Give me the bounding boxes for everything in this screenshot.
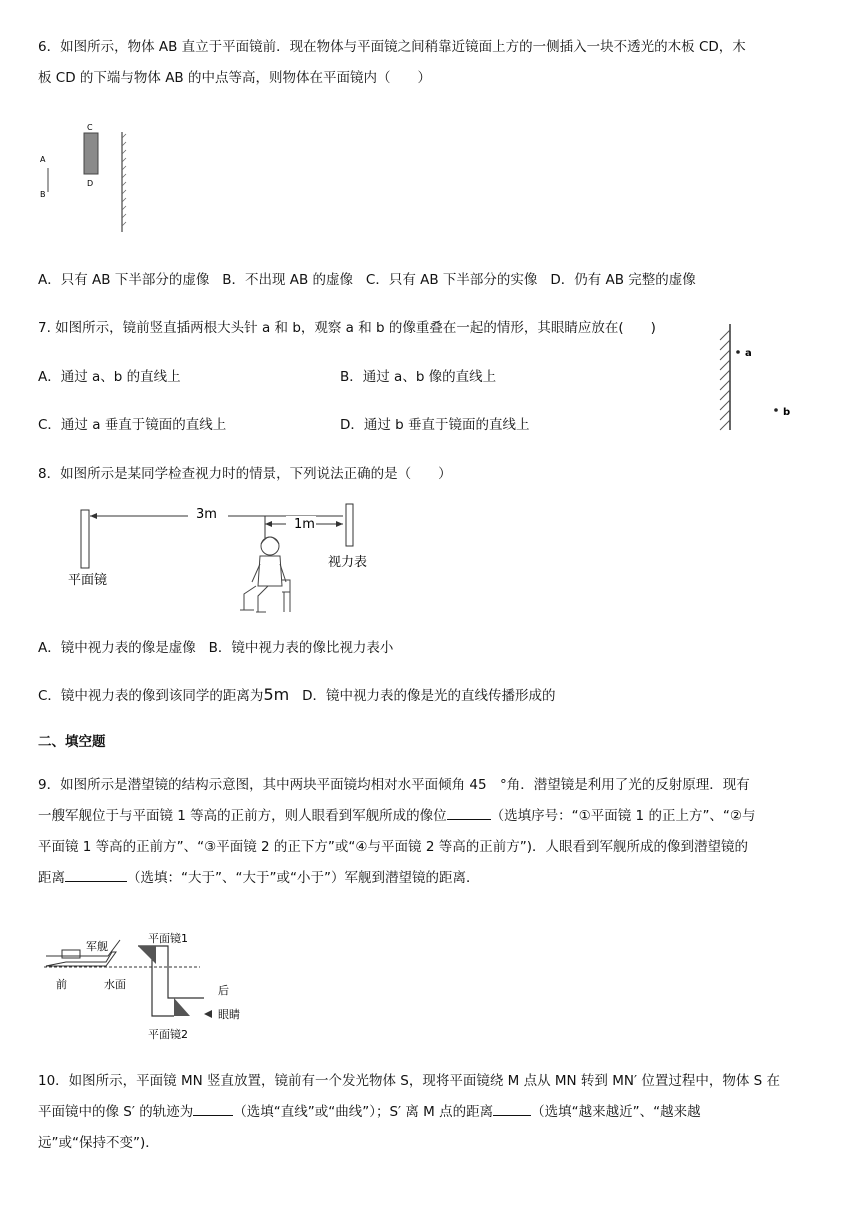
q9-line4-a: 距离 xyxy=(38,870,65,886)
q10-line2-b: （选填“直线”或“曲线”）；S′ 离 M 点的距离 xyxy=(233,1104,494,1120)
q8-option-a[interactable]: A．镜中视力表的像是虚像 xyxy=(38,640,196,656)
q9-line2 xyxy=(38,801,828,832)
q7-option-c[interactable]: C．通过 a 垂直于镜面的直线上 xyxy=(38,417,227,433)
q6-label-c: C xyxy=(87,123,93,132)
q6-options xyxy=(38,268,696,288)
q8-option-c-text: C．镜中视力表的像到该同学的距离为 xyxy=(38,688,264,704)
section-heading: 二、填空题 xyxy=(38,734,106,750)
q9-line2-a: 一艘军舰位于与平面镜 1 等高的正前方，则人眼看到军舰所成的像位 xyxy=(38,808,447,824)
q7-stem: 7. 如图所示，镜前竖直插两根大头针 a 和 b，观察 a 和 b 的像重叠在一起的情形，其眼睛应放在( ) xyxy=(38,320,656,336)
q9-line3: 平面镜 1 等高的正前方”、“③平面镜 2 的正下方”或“④与平面镜 2 等高的正前方”)．人眼看到军舰所成的像到潜望镜的 xyxy=(38,839,748,855)
q9-blank-2[interactable] xyxy=(65,867,127,882)
q9-line2-b: （选填序号：“①平面镜 1 的正上方”、“②与 xyxy=(490,808,756,824)
q9-eye-label: 眼睛 xyxy=(218,1008,240,1021)
q7-label-a: a xyxy=(745,348,752,359)
q10-line2-c: （选填“越来越近”、“越来越 xyxy=(531,1104,701,1120)
q9-water-label: 水面 xyxy=(104,978,126,991)
q7-pin-b xyxy=(774,408,778,412)
q7-figure xyxy=(712,322,802,434)
q8-option-d[interactable]: D．镜中视力表的像是光的直线传播形成的 xyxy=(302,688,556,704)
q6-figure xyxy=(36,118,136,238)
q10-stem xyxy=(38,1066,828,1159)
q10-blank-1[interactable] xyxy=(193,1101,233,1116)
q6-stem xyxy=(38,32,828,94)
q8-figure xyxy=(60,500,390,620)
q8-options-row1 xyxy=(38,636,393,656)
q10-line2-a: 平面镜中的像 S′ 的轨迹为 xyxy=(38,1104,194,1120)
q8-option-c-value: 5m xyxy=(263,685,290,704)
q8-student xyxy=(240,537,290,612)
q7-option-b[interactable]: B．通过 a、b 像的直线上 xyxy=(340,369,497,385)
q8-options-row2 xyxy=(38,684,555,704)
q6-board xyxy=(84,133,98,174)
q7-option-d[interactable]: D．通过 b 垂直于镜面的直线上 xyxy=(340,417,530,433)
q6-label-a: A xyxy=(40,155,46,164)
q6-line1: 6．如图所示，物体 AB 直立于平面镜前．现在物体与平面镜之间稍靠近镜面上方的一侧插入一块不透光的木板 CD，木 xyxy=(38,39,746,55)
q8-option-b[interactable]: B．镜中视力表的像比视力表小 xyxy=(208,640,394,656)
q9-line4-b: （选填：“大于”、“大于”或“小于”）军舰到潜望镜的距离． xyxy=(127,870,480,886)
q6-line2: 板 CD 的下端与物体 AB 的中点等高，则物体在平面镜内（ ） xyxy=(38,70,431,86)
q8-1m-label: 1m xyxy=(294,517,315,532)
q7-option-a[interactable]: A．通过 a、b 的直线上 xyxy=(38,369,181,385)
q9-line4 xyxy=(38,863,828,894)
q9-ship-label: 军舰 xyxy=(86,940,108,953)
q7-label-b: b xyxy=(783,407,791,418)
q6-option-a[interactable]: A．只有 AB 下半部分的虚像 xyxy=(38,272,210,288)
q9-eye-icon xyxy=(204,1010,212,1018)
q7-pin-a xyxy=(736,350,740,354)
q9-mirror1 xyxy=(138,946,156,964)
q9-blank-1[interactable] xyxy=(447,805,491,820)
q8-mirror-label: 平面镜 xyxy=(68,573,108,588)
q10-blank-2[interactable] xyxy=(493,1101,531,1116)
q10-line2 xyxy=(38,1097,828,1128)
q9-back-label: 后 xyxy=(218,984,229,997)
q8-3m-label: 3m xyxy=(196,507,217,522)
q9-mirror1-label: 平面镜1 xyxy=(148,932,188,945)
q8-stem: 8．如图所示是某同学检查视力时的情景，下列说法正确的是（ ） xyxy=(38,466,452,482)
q6-option-c[interactable]: C．只有 AB 下半部分的实像 xyxy=(365,272,538,288)
q9-stem xyxy=(38,770,828,894)
q9-ship xyxy=(62,950,80,958)
q8-mirror xyxy=(81,510,89,568)
q9-line1: 9．如图所示是潜望镜的结构示意图，其中两块平面镜均相对水平面倾角 45 °角．潜望镜是利用了光的反射原理．现有 xyxy=(38,777,750,793)
q9-mirror2 xyxy=(174,998,190,1016)
q6-label-b: B xyxy=(40,190,46,199)
q10-line1: 10．如图所示，平面镜 MN 竖直放置，镜前有一个发光物体 S，现将平面镜绕 M 点从 MN 转到 MN′ 位置过程中，物体 S 在 xyxy=(38,1073,780,1089)
q10-line3: 远”或“保持不变”)． xyxy=(38,1135,159,1151)
q9-figure xyxy=(40,928,270,1046)
q6-option-d[interactable]: D．仍有 AB 完整的虚像 xyxy=(550,272,696,288)
q8-chart xyxy=(346,504,353,546)
q9-front-label: 前 xyxy=(56,978,67,991)
q9-mirror2-label: 平面镜2 xyxy=(148,1028,188,1041)
q8-option-c[interactable] xyxy=(38,685,290,704)
q6-option-b[interactable]: B．不出现 AB 的虚像 xyxy=(222,272,354,288)
q6-label-d: D xyxy=(87,179,94,188)
q8-chart-label: 视力表 xyxy=(328,555,368,570)
